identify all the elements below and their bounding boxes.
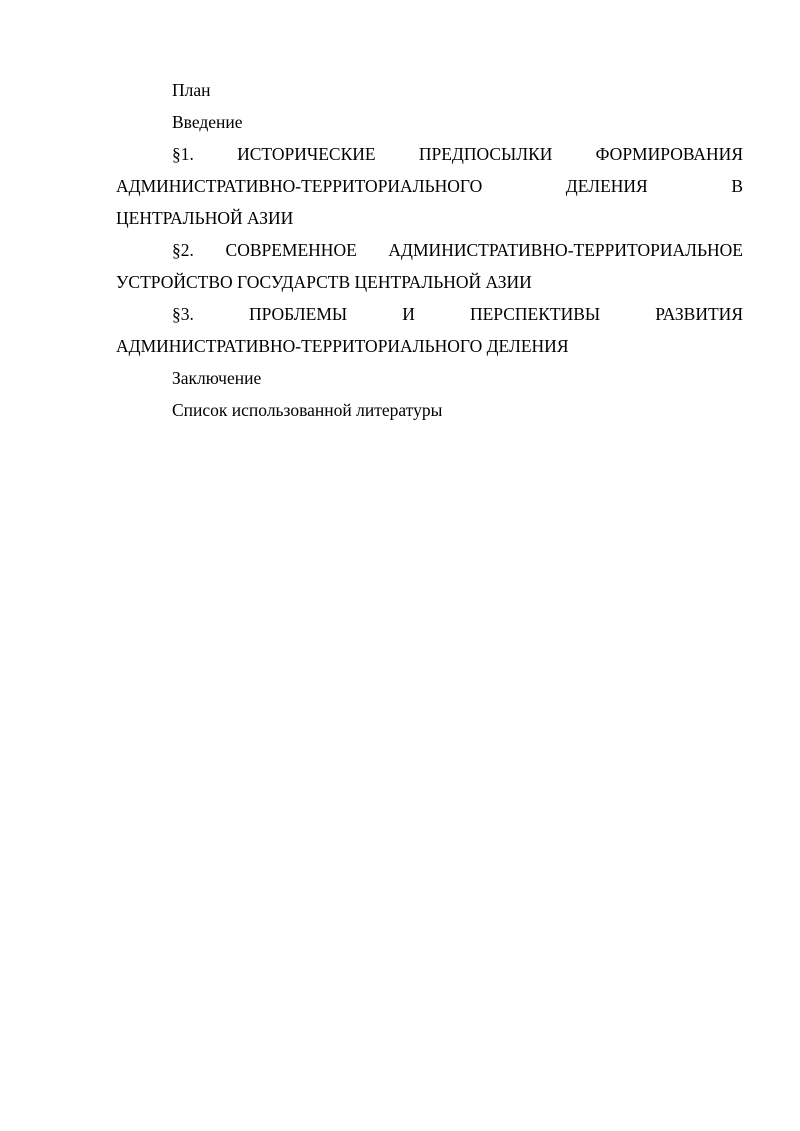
plan-heading: План bbox=[172, 80, 211, 100]
toc-item-introduction: Введение bbox=[172, 112, 243, 132]
toc-item-conclusion: Заключение bbox=[172, 368, 262, 388]
table-of-contents bbox=[116, 74, 743, 426]
toc-item-section-3-line-1: §3. ПРОБЛЕМЫ И ПЕРСПЕКТИВЫ РАЗВИТИЯ bbox=[172, 304, 743, 324]
toc-item-section-2-line-1: §2. СОВРЕМЕННОЕ АДМИНИСТРАТИВНО-ТЕРРИТОРИАЛЬНОЕ bbox=[172, 240, 743, 260]
toc-item-section-1 bbox=[116, 138, 743, 234]
toc-item-section-3 bbox=[116, 298, 743, 362]
toc-item-section-2-line-2: УСТРОЙСТВО ГОСУДАРСТВ ЦЕНТРАЛЬНОЙ АЗИИ bbox=[116, 272, 532, 292]
toc-item-references: Список использованной литературы bbox=[172, 400, 443, 420]
toc-item-section-1-line-1: §1. ИСТОРИЧЕСКИЕ ПРЕДПОСЫЛКИ ФОРМИРОВАНИЯ bbox=[172, 144, 743, 164]
toc-item-section-3-line-2: АДМИНИСТРАТИВНО-ТЕРРИТОРИАЛЬНОГО ДЕЛЕНИЯ bbox=[116, 336, 569, 356]
toc-item-section-1-line-2: АДМИНИСТРАТИВНО-ТЕРРИТОРИАЛЬНОГО ДЕЛЕНИЯ В bbox=[116, 176, 743, 196]
toc-item-section-2 bbox=[116, 234, 743, 298]
toc-item-section-1-line-3: ЦЕНТРАЛЬНОЙ АЗИИ bbox=[116, 208, 294, 228]
